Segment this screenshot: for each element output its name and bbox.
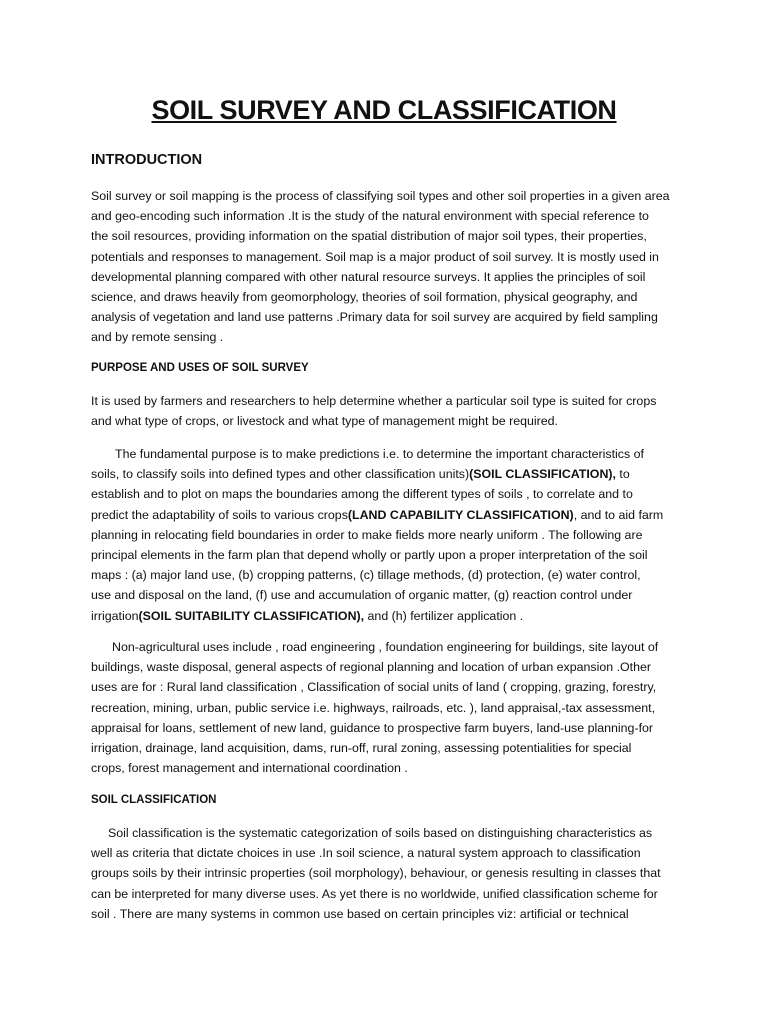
text-line: Soil survey or soil mapping is the process of classifying soil types and other soil properties in a given area	[91, 189, 670, 203]
text-line: well as criteria that dictate choices in use .In soil science, a natural system approach to classification	[91, 846, 641, 861]
soil-suitability-term: (SOIL SUITABILITY CLASSIFICATION),	[138, 608, 365, 623]
text-line: The fundamental purpose is to make predictions i.e. to determine the important characteristics of	[115, 447, 644, 461]
text-line: soil . There are many systems in common use based on certain principles viz: artificial or technical	[91, 906, 629, 921]
purpose-heading: PURPOSE AND USES OF SOIL SURVEY	[91, 362, 309, 374]
text-line: recreation, mining, urban, public service i.e. highways, railroads, etc. ), land appraisal,-tax assessment,	[91, 700, 656, 715]
text-line: maps : (a) major land use, (b) cropping patterns, (c) tillage methods, (d) protection, (e) water control,	[91, 568, 641, 583]
text-line: can be interpreted for many diverse uses. As yet there is no worldwide, unified classification scheme for	[91, 886, 658, 901]
text-line	[91, 464, 681, 484]
text-line: developmental planning compared with other natural resource surveys. It applies the principles of soil	[91, 269, 646, 284]
fundamental-purpose-paragraph	[91, 444, 681, 626]
text-line: crops, forest management and international coordination .	[91, 761, 408, 776]
text-line: analysis of vegetation and land use patterns .Primary data for soil survey are acquired by field sampling	[91, 310, 658, 325]
text-line: groups soils by their intrinsic properties (soil morphology), behaviour, or genesis resulting in classes that	[91, 866, 661, 881]
text-line: and what type of crops, or livestock and what type of management might be required.	[91, 414, 558, 429]
text-line	[91, 505, 681, 525]
text-line: the soil resources, providing information on the spatial distribution of major soil types, their properties,	[91, 229, 647, 244]
page-title: SOIL SURVEY AND CLASSIFICATION	[151, 95, 617, 125]
text-run: to	[615, 467, 630, 482]
text-line: and by remote sensing .	[91, 330, 224, 345]
soil-classification-heading: SOIL CLASSIFICATION	[91, 794, 217, 806]
purpose-paragraph	[91, 391, 681, 431]
text-run: irrigation	[91, 608, 139, 623]
text-line: and geo-encoding such information .It is the study of the natural environment with special reference to	[91, 209, 649, 224]
text-run: , and to aid farm	[573, 507, 664, 522]
text-line: principal elements in the farm plan that depend wholly or partly upon a proper interpretation of the soil	[91, 548, 648, 563]
text-run: and (h) fertilizer application .	[364, 608, 524, 623]
text-line: buildings, waste disposal, general aspects of regional planning and location of urban expansion .Other	[91, 660, 652, 675]
text-run: predict the adaptability of soils to various crops	[91, 507, 348, 522]
text-line: establish and to plot on maps the boundaries among the different types of soils , to correlate and to	[91, 487, 633, 502]
text-line: irrigation, drainage, land acquisition, dams, run-off, rural zoning, assessing potentialities for special	[91, 741, 632, 756]
text-line	[91, 606, 681, 626]
text-line: potentials and responses to management. Soil map is a major product of soil survey. It is mostly used in	[91, 249, 659, 264]
text-line: It is used by farmers and researchers to help determine whether a particular soil type is suited for crops	[91, 394, 657, 408]
soil-classification-paragraph	[91, 823, 681, 924]
soil-classification-term: (SOIL CLASSIFICATION),	[469, 467, 616, 482]
text-line: Non-agricultural uses include , road engineering , foundation engineering for buildings, site layout of	[112, 640, 659, 654]
text-line: Soil classification is the systematic categorization of soils based on distinguishing characteristics as	[108, 826, 653, 840]
land-capability-term: (LAND CAPABILITY CLASSIFICATION)	[347, 507, 574, 522]
text-line: appraisal for loans, settlement of new land, guidance to prospective farm buyers, land-use planning-for	[91, 720, 654, 735]
text-line: uses are for : Rural land classification , Classification of social units of land ( cropping, grazing, forestry,	[91, 680, 657, 695]
text-line: use and disposal on the land, (f) use and accumulation of organic matter, (g) reaction control under	[91, 588, 633, 603]
introduction-paragraph	[91, 186, 681, 348]
text-line: planning in relocating field boundaries in order to make fields more nearly uniform . The following are	[91, 527, 643, 542]
introduction-heading: INTRODUCTION	[91, 152, 203, 168]
text-run: soils, to classify soils into defined types and other classification units)	[91, 467, 470, 482]
text-line: science, and draws heavily from geomorphology, theories of soil formation, physical geography, and	[91, 290, 638, 305]
non-agricultural-uses-paragraph	[91, 637, 681, 778]
